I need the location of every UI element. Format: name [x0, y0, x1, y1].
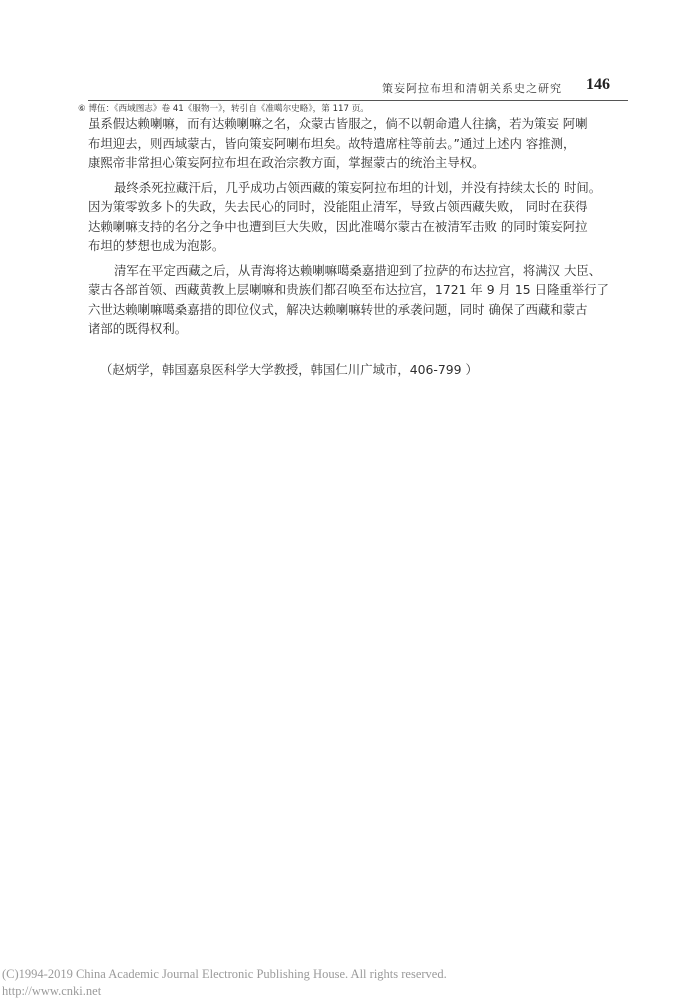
copyright-line: (C)1994-2019 China Academic Journal Electronic Publishing House. All rights reserved. [2, 967, 447, 981]
text-line: 康熙帝非常担心策妄阿拉布坦在政治宗教方面，掌握蒙古的统治主导权。 [88, 155, 485, 170]
text-line: 布坦的梦想也成为泡影。 [88, 238, 225, 253]
paragraph [88, 261, 608, 339]
paragraph [88, 178, 608, 256]
text-line: 布坦迎去，则西域蒙古，皆向策妄阿喇布坦矣。故特遣席柱等前去。”通过上述内 容推测， [88, 135, 576, 151]
text-line: 最终杀死拉藏汗后，几乎成功占领西藏的策妄阿拉布坦的计划，并没有持续太长的 时间。 [114, 179, 602, 195]
text-line: 蒙古各部首领、西藏黄教上层喇嘛和贵族们都召唤至布达拉宫，1721 年 9 月 15 日隆重举行了 [88, 282, 609, 297]
page-number: 146 [586, 76, 610, 93]
author-signature: （赵炳学，韩国嘉泉医科学大学教授，韩国仁川广域市，406-799 ） [100, 362, 478, 377]
text-line: 因为策零敦多卜的失政，失去民心的同时，没能阻止清军，导致占领西藏失败， 同时在获得 [88, 199, 588, 214]
footnote-mark: ⑥ [78, 104, 86, 114]
running-title: 策妄阿拉布坦和清朝关系史之研究 [382, 82, 562, 95]
copyright-notice [2, 966, 447, 1000]
running-header [88, 74, 628, 101]
text-line: 虽系假达赖喇嘛，而有达赖喇嘛之名，众蒙古皆服之，倘不以朝命遣人往擒，若为策妄 阿喇 [88, 116, 588, 131]
text-line: 六世达赖喇嘛噶桑嘉措的即位仪式，解决达赖喇嘛转世的承袭问题，同时 确保了西藏和蒙古 [88, 301, 588, 317]
text-line: 诸部的既得权利。 [88, 321, 188, 336]
footnote-text: 博伍：《西域图志》卷 41《服物一》，转引自《准噶尔史略》，第 117 页。 [88, 104, 369, 114]
text-line: 清军在平定西藏之后，从青海将达赖喇嘛噶桑嘉措迎到了拉萨的布达拉宫，将满汉 大臣、 [114, 262, 602, 278]
body-text [88, 114, 608, 339]
text-line: 达赖喇嘛支持的名分之争中也遭到巨大失败，因此准噶尔蒙古在被清军击败 的同时策妄阿拉 [88, 218, 588, 234]
copyright-url[interactable]: http://www.cnki.net [2, 984, 102, 998]
footnote [78, 102, 369, 114]
paragraph [88, 114, 608, 173]
